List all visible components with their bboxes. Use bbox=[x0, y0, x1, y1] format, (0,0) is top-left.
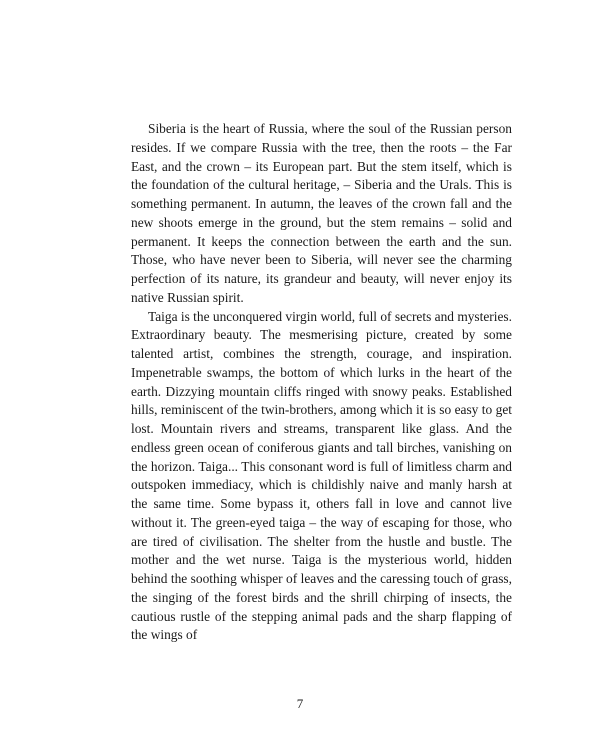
paragraph-taiga: Taiga is the unconquered virgin world, full of secrets and mysteries. Extraordinary beauty. The mesmerising picture, created by some talented artist, combines the strength, courage, and inspiration. Impenetrable swamps, the bottom of which lurks in the heart of the earth. Dizzying mountain cliffs ringed with snowy peaks. Established hills, reminiscent of the twin-brothers, among which it is so easy to get lost. Mountain rivers and streams, transparent like glass. And the endless green ocean of coniferous giants and tall birches, vanishing on the horizon. Taiga... This consonant word is full of limitless charm and outspoken immediacy, which is childishly naive and manly harsh at the same time. Some bypass it, others fall in love and cannot live without it. The green-eyed taiga – the way of escaping for those, who are tired of civilisation. The shelter from the hustle and bustle. The mother and the wet nurse. Taiga is the mysterious world, hidden behind the soothing whisper of leaves and the caressing touch of grass, the singing of the forest birds and the shrill chirping of insects, the cautious rustle of the stepping animal pads and the sharp flapping of the wings of bbox=[131, 308, 512, 643]
paragraph-siberia: Siberia is the heart of Russia, where the soul of the Russian person resides. If we compare Russia with the tree, then the roots – the Far East, and the crown – its European part. But the stem itself, which is the foundation of the cultural heritage, – Siberia and the Urals. This is something permanent. In autumn, the leaves of the crown fall and the new shoots emerge in the ground, but the stem remains – solid and permanent. It keeps the connection between the earth and the sun. Those, who have never been to Siberia, will never see the charming perfection of its nature, its grandeur and beauty, will never enjoy its native Russian spirit. bbox=[131, 121, 512, 305]
page-number: 7 bbox=[296, 696, 304, 711]
body-text bbox=[131, 120, 512, 645]
